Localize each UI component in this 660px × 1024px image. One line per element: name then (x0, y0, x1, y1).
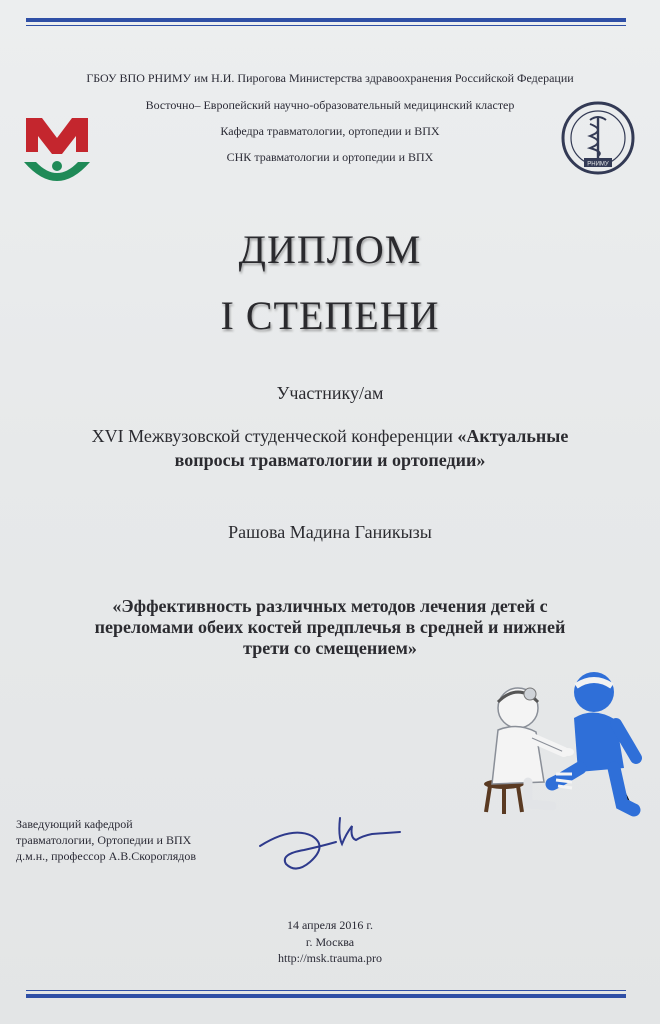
seal-label: РНИМУ (587, 161, 609, 168)
issue-city: г. Москва (305, 935, 355, 949)
diploma-degree: I СТЕПЕНИ (220, 293, 440, 338)
header-cluster: Восточно– Европейский научно-образовательный медицинский кластер (145, 98, 515, 112)
signatory-block (16, 816, 196, 864)
top-border (26, 18, 626, 26)
header-student-society: СНК травматологии и ортопедии и ВПХ (226, 150, 434, 164)
header-department: Кафедра травматологии, ортопедии и ВПХ (220, 124, 440, 138)
signatory-position: Заведующий кафедрой (16, 817, 133, 831)
topic-line-3: трети со смещением» (243, 638, 417, 658)
topic-line-1: «Эффективность различных методов лечения детей с (112, 596, 548, 616)
signatory-name: д.м.н., профессор А.В.Скороглядов (16, 849, 197, 863)
addressee: Участнику/ам (276, 383, 384, 403)
conference-name-part2: вопросы травматологии и ортопедии» (174, 450, 486, 470)
signatory-department: травматологии, Ортопедии и ВПХ (16, 833, 192, 847)
handwritten-signature (252, 806, 412, 884)
student-society-seal-icon (560, 100, 636, 176)
conference-name-part1: «Актуальные (457, 426, 569, 446)
research-topic (0, 596, 660, 659)
doctor-bandaging-patient-illustration (468, 664, 648, 820)
website-link[interactable]: http://msk.trauma.pro (278, 951, 382, 965)
participant-name: Рашова Мадина Ганикызы (228, 522, 432, 542)
bottom-border (26, 990, 626, 998)
diploma-title: ДИПЛОМ (238, 227, 422, 272)
header-institution: ГБОУ ВПО РНИМУ им Н.И. Пирогова Министерства здравоохранения Российской Федерации (86, 71, 574, 85)
conference-title (0, 424, 660, 472)
issue-date: 14 апреля 2016 г. (287, 918, 373, 932)
topic-line-2: переломами обеих костей предплечья в средней и нижней (94, 617, 566, 637)
university-logo-icon (18, 108, 96, 190)
conference-prefix: XVI Межвузовской студенческой конференции (91, 426, 458, 446)
